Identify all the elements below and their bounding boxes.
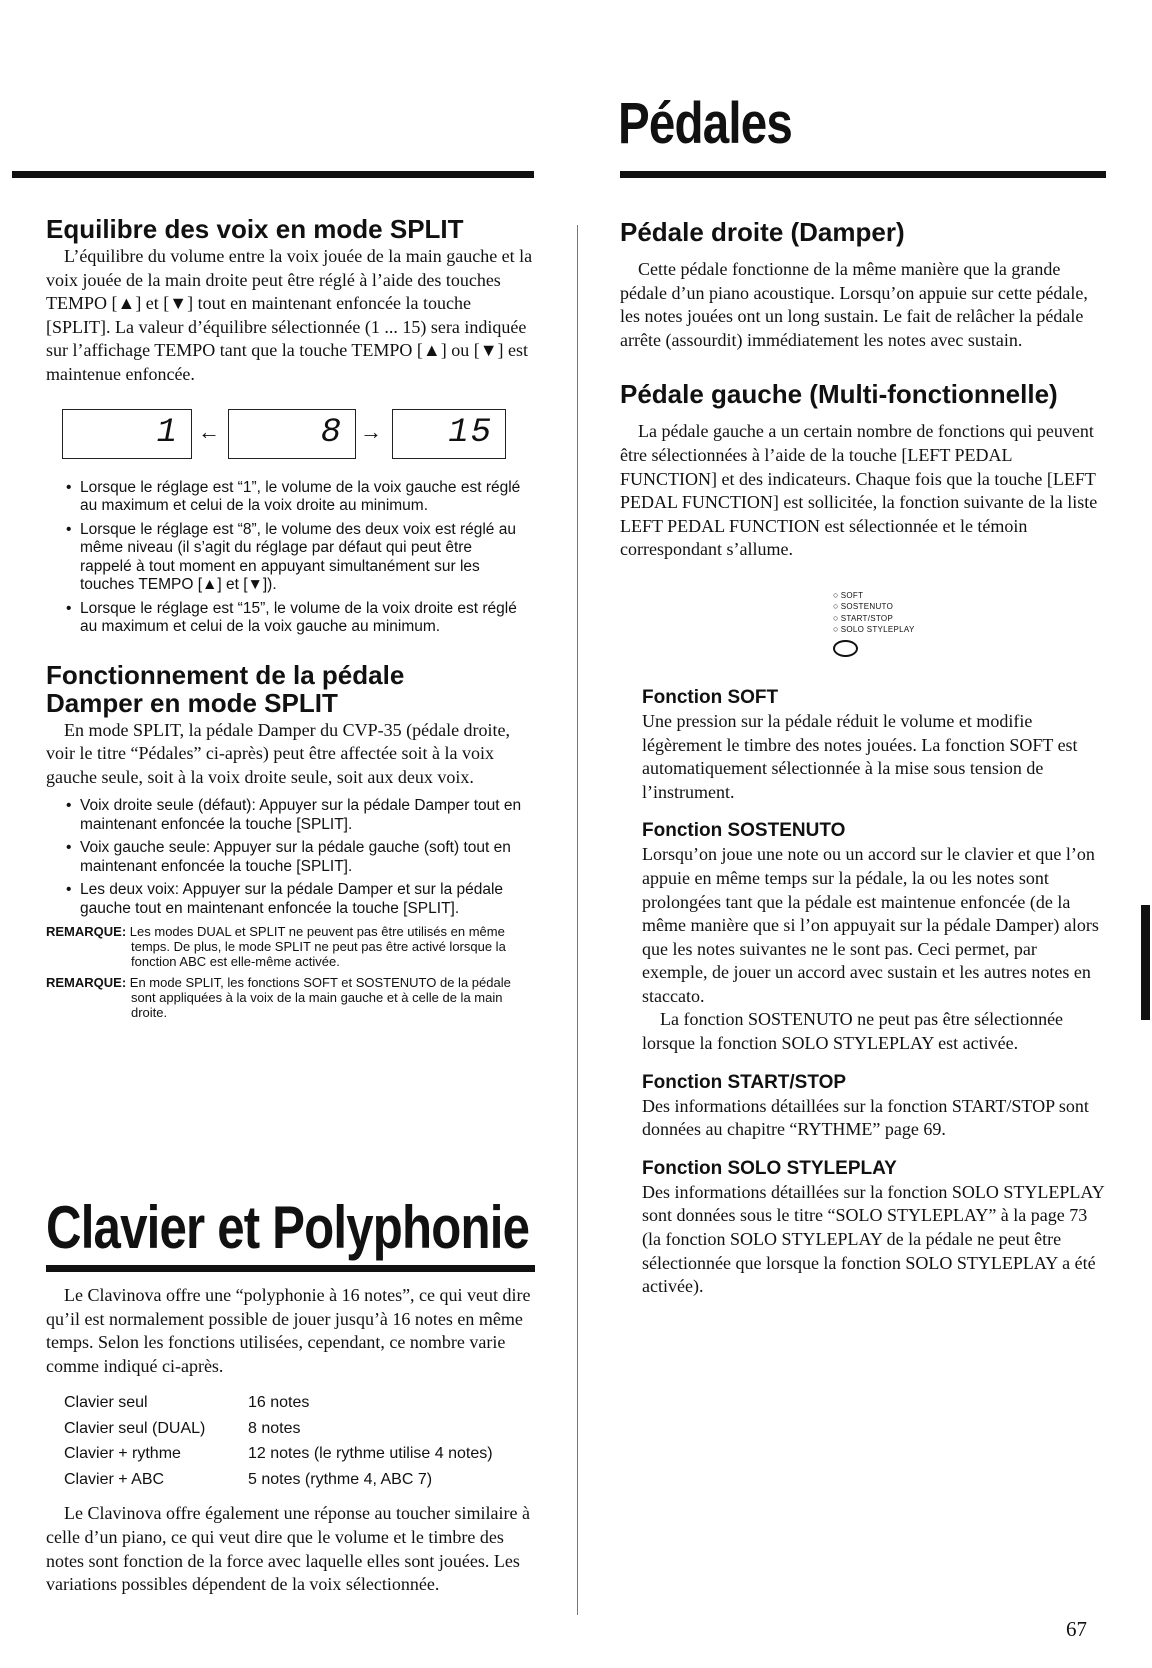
indicator-list	[833, 590, 1106, 636]
table-cell: Clavier seul (DUAL)	[64, 1419, 206, 1437]
indicator-solo-styleplay: ○ SOLO STYLEPLAY	[833, 624, 1106, 636]
function-heading: Fonction START/STOP	[642, 1071, 847, 1093]
function-text: La fonction SOSTENUTO ne peut pas être sélectionnée lorsque la fonction SOLO STYLEPLAY est activée.	[642, 1009, 1064, 1054]
display-value-1: 1	[156, 413, 179, 452]
damper-text: Cette pédale fonctionne de la même manière que la grande pédale d’un piano acoustique. Lorsqu’on appuie sur cette pédale, les notes jouées ont un long sustain. Le fait de relâcher la pédale arrête (assourdit) immédiatement les notes avec sustain.	[620, 259, 1088, 350]
table-cell: 16 notes	[248, 1394, 310, 1412]
function-heading: Fonction SOFT	[642, 686, 779, 708]
remark-label: REMARQUE:	[46, 975, 127, 991]
function-text: Des informations détaillées sur la fonction SOLO STYLEPLAY sont données sous le titre “SOLO STYLEPLAY” à la page 73 (la fonction SOLO STYLEPLAY de la pédale ne peut être sélectionnée que lorsque la fonction SOLO STYLEPLAY a été activée).	[642, 1181, 1105, 1297]
table-cell: 5 notes (rythme 4, ABC 7)	[248, 1470, 433, 1488]
function-text: Une pression sur la pédale réduit le volume et modifie légèrement le timbre des notes jouées. La fonction SOFT est automatiquement sélectionnée à la mise sous tension de l’instrument.	[642, 710, 1078, 802]
column-divider	[577, 225, 578, 1615]
list-item: • Lorsque le réglage est “15”, le volume de la voix droite est réglé au maximum et celui de la voix gauche au minimum.	[66, 600, 526, 637]
right-top-rule	[620, 171, 1106, 178]
function-start-stop	[620, 1072, 1106, 1142]
list-item: • Voix droite seule (défaut): Appuyer sur la pédale Damper tout en maintenant enfoncée la touche [SPLIT].	[66, 797, 526, 834]
display-value-3: 15	[448, 413, 493, 452]
remark-text: Les modes DUAL et SPLIT ne peuvent pas être utilisés en même temps. De plus, le mode SPLIT ne peut pas être activé lorsque la fonction ABC est elle-même activée.	[129, 924, 506, 970]
display-box-2	[228, 409, 356, 459]
list-item: • Lorsque le réglage est “1”, le volume de la voix gauche est réglé au maximum et celui de la voix droite au minimum.	[66, 479, 526, 516]
remark-label: REMARQUE:	[46, 924, 127, 940]
left-top-rule	[12, 171, 534, 178]
arrow-left-icon: ←	[198, 418, 220, 444]
indicator-start-stop: ○ START/STOP	[833, 613, 1106, 625]
left-pedal-indicators	[833, 590, 1106, 657]
page-number: 67	[1066, 1617, 1087, 1641]
table-row	[64, 1390, 493, 1416]
damper-split-heading: Fonctionnement de la pédale Damper en mode SPLIT	[46, 659, 405, 718]
display-box-1	[62, 409, 192, 459]
remark-2	[46, 975, 536, 1020]
table-cell: Clavier seul	[64, 1394, 148, 1412]
list-item: • Voix gauche seule: Appuyer sur la pédale gauche (soft) tout en maintenant enfoncée la touche [SPLIT].	[66, 839, 526, 876]
split-balance-intro: L’équilibre du volume entre la voix jouée de la main gauche et la voix jouée de la main droite peut être réglé à l’aide des touches TEMPO [▲] et [▼] tout en maintenant enfoncée la touche [SPLIT]. La valeur d’équilibre sélectionnée (1 ... 15) sera indiquée sur l’affichage TEMPO tant que la touche TEMPO [▲] ou [▼] est maintenue enfoncée.	[46, 246, 533, 384]
damper-split-bullets	[66, 797, 526, 918]
display-box-3	[392, 409, 506, 459]
polyphony-outro: Le Clavinova offre également une réponse au toucher similaire à celle d’un piano, ce qui veut dire que le volume et le timbre des notes sont fonction de la force avec laquelle elles sont jouées. Les variations possibles dépendent de la voix sélectionnée.	[46, 1503, 530, 1595]
polyphony-table	[64, 1390, 493, 1492]
function-heading: Fonction SOSTENUTO	[642, 820, 846, 842]
left-column	[46, 215, 536, 1020]
polyphony-intro: Le Clavinova offre une “polyphonie à 16 notes”, ce qui veut dire qu’il est normalement possible de jouer jusqu’à 16 notes en même temps. Selon les fonctions utilisées, cependant, ce nombre varie comme indiqué ci-après.	[46, 1285, 531, 1376]
page-title: Pédales	[618, 91, 793, 156]
table-cell: Clavier + rythme	[64, 1445, 181, 1463]
indicator-sostenuto: ○ SOSTENUTO	[833, 601, 1106, 613]
remark-1	[46, 924, 536, 969]
right-column	[620, 218, 1106, 1299]
display-value-2: 8	[320, 413, 343, 452]
table-cell: 8 notes	[248, 1419, 301, 1437]
list-item: • Lorsque le réglage est “8”, le volume des deux voix est réglé au même niveau (il s’agit du réglage par défaut qui peut être rappelé à tout moment en appuyant simultanément sur les touches TEMPO [▲] et [▼]).	[66, 521, 526, 595]
page-edge-mark	[1141, 905, 1150, 1020]
polyphony-title: Clavier et Polyphonie	[46, 1194, 530, 1261]
left-pedal-text: La pédale gauche a un certain nombre de fonctions qui peuvent être sélectionnées à l’aide de la touche [LEFT PEDAL FUNCTION] et des indicateurs. Chaque fois que la touche [LEFT PEDAL FUNCTION] est sollicitée, la fonction suivante de la liste LEFT PEDAL FUNCTION est sélectionnée et le témoin correspondant s’allume.	[620, 421, 1098, 560]
indicator-soft: ○ SOFT	[833, 590, 1106, 602]
remark-text: En mode SPLIT, les fonctions SOFT et SOSTENUTO de la pédale sont appliquées à la voix de la main gauche et à celle de la main droite.	[129, 975, 511, 1021]
table-row	[64, 1467, 493, 1493]
polyphony-rule	[46, 1265, 535, 1272]
split-balance-bullets	[66, 479, 526, 637]
function-sostenuto	[620, 820, 1106, 1055]
left-pedal-function-button-icon	[833, 640, 858, 657]
tempo-display-illustration	[62, 409, 532, 461]
table-cell: 12 notes (le rythme utilise 4 notes)	[248, 1445, 493, 1463]
damper-heading: Pédale droite (Damper)	[620, 217, 905, 247]
split-balance-heading: Equilibre des voix en mode SPLIT	[46, 214, 464, 244]
table-row	[64, 1441, 493, 1467]
left-pedal-heading: Pédale gauche (Multi-fonctionnelle)	[620, 379, 1058, 410]
function-heading: Fonction SOLO STYLEPLAY	[642, 1157, 897, 1179]
table-cell: Clavier + ABC	[64, 1470, 165, 1488]
arrow-right-icon: →	[360, 418, 382, 444]
polyphony-section	[46, 1284, 536, 1597]
function-text: Lorsqu’on joue une note ou un accord sur le clavier et que l’on appuie en même temps sur la pédale, la ou les notes sont prolongées tant que la pédale est maintenue enfoncée (de la même manière que si l’on appuyait sur la pédale Damper) alors que les notes suivantes ne le sont pas. Ceci permet, par exemple, de jouer un accord avec sustain et les autres notes en staccato.	[642, 844, 1099, 1006]
function-solo-styleplay	[620, 1158, 1106, 1299]
table-row	[64, 1416, 493, 1442]
function-soft	[620, 687, 1106, 804]
list-item: • Les deux voix: Appuyer sur la pédale Damper et sur la pédale gauche tout en maintenant enfoncée la touche [SPLIT].	[66, 881, 526, 918]
function-text: Des informations détaillées sur la fonction START/STOP sont données au chapitre “RYTHME” page 69.	[642, 1095, 1089, 1140]
damper-split-intro: En mode SPLIT, la pédale Damper du CVP-35 (pédale droite, voir le titre “Pédales” ci-après) peut être affectée soit à la voix gauche seule, soit à la voix droite seule, soit aux deux voix.	[46, 719, 511, 787]
